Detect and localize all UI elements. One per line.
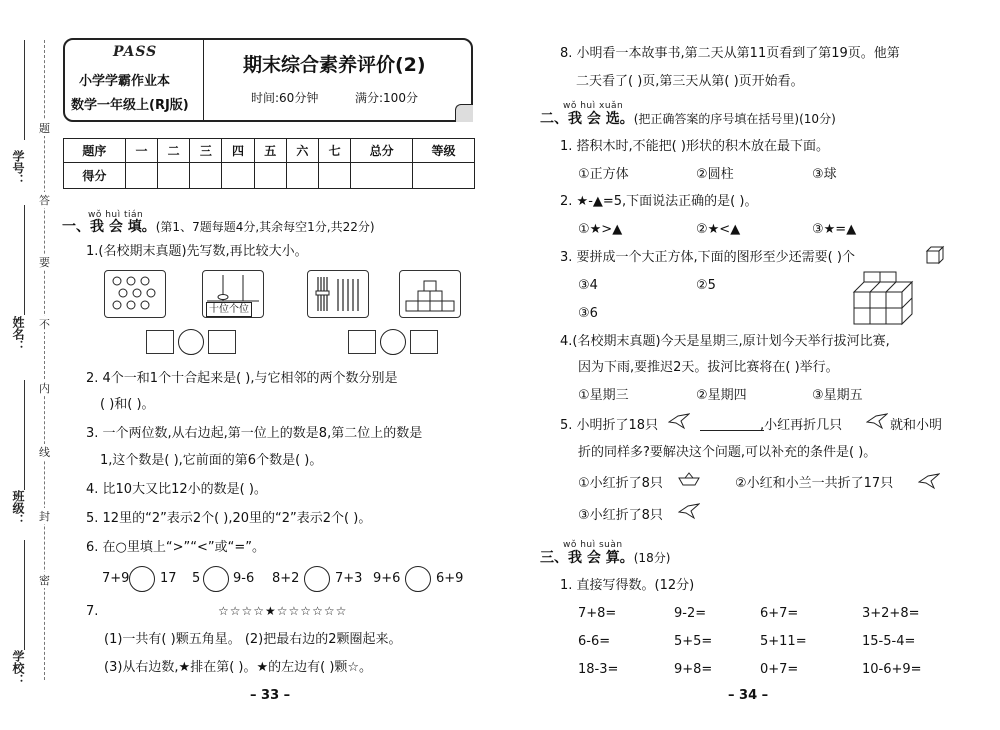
school-label: 学校： <box>11 650 25 686</box>
score-table-header: 四 <box>222 139 254 163</box>
score-table-header: 七 <box>319 139 351 163</box>
s4-option[interactable]: ②星期四 <box>696 388 747 403</box>
score-table-header: 一 <box>125 139 157 163</box>
series-name: 小学学霸作业本 <box>79 74 171 89</box>
s2-text: 2. ★-▲=5,下面说法正确的是( )。 <box>560 194 758 209</box>
paper-crane-icon <box>866 412 888 434</box>
calc-item: 5+5= <box>674 634 713 649</box>
s5-line1a: 5. 小明折了18只 <box>560 418 659 433</box>
s4-option[interactable]: ①星期三 <box>578 388 629 403</box>
q2-line2: ( )和( )。 <box>100 397 155 412</box>
paper-crane-icon <box>668 412 690 434</box>
seal-char: 线 <box>39 446 50 459</box>
q8-line2: 二天看了( )页,第三天从第( )页开始看。 <box>576 74 804 89</box>
calc-item: 10-6+9= <box>862 662 922 677</box>
lollipop-picture <box>104 270 166 318</box>
id-label: 学号： <box>11 150 25 186</box>
sec2-title: 二、我 会 选。 <box>540 111 634 127</box>
score-table-header: 三 <box>190 139 222 163</box>
calc-item: 9+8= <box>674 662 713 677</box>
s4-line1: 4.(名校期末真题)今天是星期三,原计划今天举行拔河比赛, <box>560 334 890 349</box>
seal-char: 不 <box>39 318 50 331</box>
s4-line2: 因为下雨,要推迟2天。拔河比赛将在( )举行。 <box>578 360 839 375</box>
score-cell[interactable] <box>222 163 254 189</box>
sec3-pinyin: wǒ huì suàn <box>563 540 623 550</box>
score-table <box>63 138 475 189</box>
s5-option[interactable]: ①小红折了8只 <box>578 476 663 491</box>
s1-option[interactable]: ①正方体 <box>578 167 629 182</box>
score-table-header: 二 <box>158 139 190 163</box>
calc-item: 7+8= <box>578 606 617 621</box>
s5-line2: 折的同样多?要解决这个问题,可以补充的条件是( )。 <box>578 445 877 460</box>
calc-item: 18-3= <box>578 662 619 677</box>
sec1-pinyin: wǒ huì tián <box>88 210 144 220</box>
page-number-right: – 34 – <box>728 688 769 703</box>
sec2-pinyin: wǒ huì xuǎn <box>563 101 624 111</box>
seal-char: 要 <box>39 256 50 269</box>
q7-line1: (1)一共有( )颗五角星。 (2)把最右边的2颗圈起来。 <box>104 632 402 647</box>
exam-score: 满分:100分 <box>355 91 418 105</box>
compare-circle[interactable] <box>304 566 330 592</box>
seal-char: 内 <box>39 382 50 395</box>
name-label: 姓名： <box>11 316 25 352</box>
s4-option[interactable]: ③星期五 <box>812 388 863 403</box>
s1-text: 1. 搭积木时,不能把( )形状的积木放在最下面。 <box>560 139 829 154</box>
s1-option[interactable]: ③球 <box>812 167 837 182</box>
s3-option[interactable]: ③6 <box>578 306 598 321</box>
paper-crane-icon <box>678 502 700 524</box>
seal-char: 封 <box>39 510 50 523</box>
s5-line1c: 就和小明 <box>890 418 943 433</box>
pass-logo: PASS <box>113 44 158 60</box>
calc-item: 6+7= <box>760 606 799 621</box>
calc-item: 0+7= <box>760 662 799 677</box>
sec2-desc: (把正确答案的序号填在括号里)(10分) <box>633 112 836 126</box>
q4-text: 4. 比10大又比12小的数是( )。 <box>86 482 267 497</box>
paper-crane-icon <box>918 472 940 494</box>
q6-left: 7+9 <box>102 571 130 586</box>
exam-title: 期末综合素养评价(2) <box>243 54 426 76</box>
score-table-header: 六 <box>286 139 318 163</box>
paper-boat-icon <box>678 472 700 492</box>
compare-circle[interactable] <box>405 566 431 592</box>
score-cell[interactable] <box>319 163 351 189</box>
calc-item: 15-5-4= <box>862 634 916 649</box>
score-table-header: 五 <box>254 139 286 163</box>
header-divider <box>203 40 204 120</box>
seal-char: 题 <box>39 122 50 135</box>
q6-left: 5 <box>192 571 201 586</box>
q3-line2: 1,这个数是( ),它前面的第6个数是( )。 <box>100 453 323 468</box>
s5-option[interactable]: ②小红和小兰一共折了17只 <box>735 476 894 491</box>
binding-line <box>24 380 25 490</box>
score-cell[interactable] <box>351 163 413 189</box>
calc-item: 3+2+8= <box>862 606 920 621</box>
s2-option[interactable]: ①★>▲ <box>578 222 623 237</box>
blank-line[interactable] <box>700 430 764 431</box>
header-banner <box>63 38 473 122</box>
compare-circle[interactable] <box>203 566 229 592</box>
q6-right: 9-6 <box>233 571 255 586</box>
q6-right: 6+9 <box>436 571 464 586</box>
q6-left: 9+6 <box>373 571 401 586</box>
q5-text: 5. 12里的“2”表示2个( ),20里的“2”表示2个( )。 <box>86 511 372 526</box>
q7-stars: ☆☆☆☆★☆☆☆☆☆☆ <box>218 604 348 618</box>
sec3-title: 三、我 会 算。 <box>540 550 634 566</box>
s1-option[interactable]: ②圆柱 <box>696 167 734 182</box>
class-label: 班级： <box>11 490 25 526</box>
q6-left: 8+2 <box>272 571 300 586</box>
sec3-desc: (18分) <box>633 551 671 565</box>
sec1-desc: (第1、7题每题4分,其余每空1分,共22分) <box>155 220 375 234</box>
score-table-header-label: 题序 <box>64 139 126 163</box>
score-table-header: 总分 <box>351 139 413 163</box>
cube-icon <box>925 245 945 269</box>
seal-char: 答 <box>39 194 50 207</box>
seal-char: 密 <box>39 574 50 587</box>
q6-right: 7+3 <box>335 571 363 586</box>
sticks-picture <box>307 270 369 318</box>
cubes-picture <box>399 270 461 318</box>
s5-option[interactable]: ③小红折了8只 <box>578 508 663 523</box>
score-cell[interactable] <box>286 163 318 189</box>
score-cell[interactable] <box>254 163 286 189</box>
binding-line <box>24 540 25 650</box>
sec1-title: 一、我 会 填。 <box>62 219 156 235</box>
q7-line2: (3)从右边数,★排在第( )。★的左边有( )颗☆。 <box>104 660 373 675</box>
q6-right: 17 <box>160 571 177 586</box>
s2-option[interactable]: ②★<▲ <box>696 222 741 237</box>
answer-box[interactable] <box>208 330 236 354</box>
exam-time: 时间:60分钟 <box>251 91 319 105</box>
q1-text: 1.(名校期末真题)先写数,再比较大小。 <box>86 244 308 259</box>
s3-option[interactable]: ③4 <box>578 278 598 293</box>
compare-circle[interactable] <box>380 329 406 355</box>
score-table-row-label: 得分 <box>64 163 126 189</box>
abacus-label: 十位个位 <box>206 302 252 317</box>
page-number-left: – 33 – <box>250 688 291 703</box>
binding-line <box>24 205 25 315</box>
s3-option[interactable]: ②5 <box>696 278 716 293</box>
q3-line1: 3. 一个两位数,从右边起,第一位上的数是8,第二位上的数是 <box>86 426 423 441</box>
q7-label: 7. <box>86 604 99 619</box>
score-cell[interactable] <box>158 163 190 189</box>
binding-line <box>24 40 25 140</box>
q8-line1: 8. 小明看一本故事书,第二天从第11页看到了第19页。他第 <box>560 46 900 61</box>
calc-item: 5+11= <box>760 634 807 649</box>
score-table-header: 等级 <box>413 139 475 163</box>
page-curl <box>455 104 473 122</box>
calc-item: 9-2= <box>674 606 707 621</box>
edition: 数学一年级上(RJ版) <box>71 98 189 113</box>
answer-box[interactable] <box>410 330 438 354</box>
s2-option[interactable]: ③★=▲ <box>812 222 857 237</box>
s5-line1b: ,小红再折几只 <box>760 418 843 433</box>
compare-circle[interactable] <box>178 329 204 355</box>
c1-text: 1. 直接写得数。(12分) <box>560 578 695 593</box>
compare-circle[interactable] <box>129 566 155 592</box>
q2-line1: 2. 4个一和1个十合起来是( ),与它相邻的两个数分别是 <box>86 371 398 386</box>
score-cell[interactable] <box>125 163 157 189</box>
answer-box[interactable] <box>348 330 376 354</box>
cube-stack-picture <box>850 270 930 332</box>
score-cell[interactable] <box>190 163 222 189</box>
q6-text: 6. 在○里填上“>”“<”或“=”。 <box>86 540 265 555</box>
s3-text: 3. 要拼成一个大正方体,下面的图形至少还需要( )个 <box>560 250 855 265</box>
calc-item: 6-6= <box>578 634 611 649</box>
answer-box[interactable] <box>146 330 174 354</box>
abacus-picture <box>202 270 264 318</box>
score-cell[interactable] <box>413 163 475 189</box>
